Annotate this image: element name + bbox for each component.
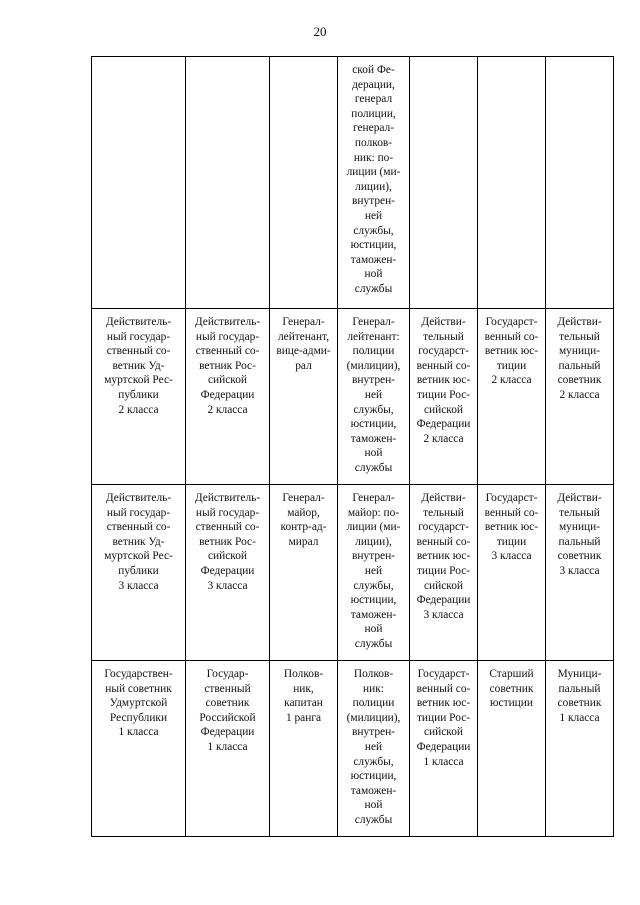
table-cell: Государст- венный со- ветник юс- тиции 2 класса [478,309,546,485]
page-number: 20 [313,24,327,39]
table-cell: Генерал- майор, контр-ад- мирал [270,485,338,661]
table-cell: Полков- ник: полиции (милиции), внутрен- ней службы, юстиции, таможен- ной службы [338,661,410,837]
table-cell [270,57,338,309]
table-cell: Действитель- ный государ- ственный со- ветник Рос- сийской Федерации 3 класса [186,485,270,661]
table-cell: Государствен- ный советник Удмуртской Республики 1 класса [92,661,186,837]
table-row [92,57,614,309]
table-cell [478,57,546,309]
table-cell: Действитель- ный государ- ственный со- ветник Уд- муртской Рес- публики 2 класса [92,309,186,485]
table-cell: Муници- пальный советник 1 класса [546,661,614,837]
table-cell: Действитель- ный государ- ственный со- ветник Уд- муртской Рес- публики 3 класса [92,485,186,661]
table-cell [92,57,186,309]
table-cell [186,57,270,309]
table-cell: Действи- тельный государст- венный со- ветник юс- тиции Рос- сийской Федерации 2 класса [410,309,478,485]
table-row [92,661,614,837]
table-cell: Действи- тельный государст- венный со- ветник юс- тиции Рос- сийской Федерации 3 класса [410,485,478,661]
table-cell: Генерал- лейтенант: полиции (милиции), внутрен- ней службы, юстиции, таможен- ной службы [338,309,410,485]
rank-correspondence-table [91,56,614,837]
table-cell: Государст- венный со- ветник юс- тиции Рос- сийской Федерации 1 класса [410,661,478,837]
table-row [92,485,614,661]
table-cell: Полков- ник, капитан 1 ранга [270,661,338,837]
table-cell: Действи- тельный муници- пальный советник 2 класса [546,309,614,485]
table-cell: Старший советник юстиции [478,661,546,837]
table-cell: Государст- венный со- ветник юс- тиции 3 класса [478,485,546,661]
table-cell [546,57,614,309]
table-row [92,309,614,485]
table-cell: Государ- ственный советник Российской Федерации 1 класса [186,661,270,837]
table-cell: ской Фе- дерации, генерал полиции, генерал- полков- ник: по- лиции (ми- лиции), внутрен- ней службы, юстиции, таможен- ной службы [338,57,410,309]
table-cell [410,57,478,309]
table-cell: Действитель- ный государ- ственный со- ветник Рос- сийской Федерации 2 класса [186,309,270,485]
table-cell: Действи- тельный муници- пальный советник 3 класса [546,485,614,661]
table-cell: Генерал- лейтенант, вице-адми- рал [270,309,338,485]
table-cell: Генерал- майор: по- лиции (ми- лиции), внутрен- ней службы, юстиции, таможен- ной службы [338,485,410,661]
